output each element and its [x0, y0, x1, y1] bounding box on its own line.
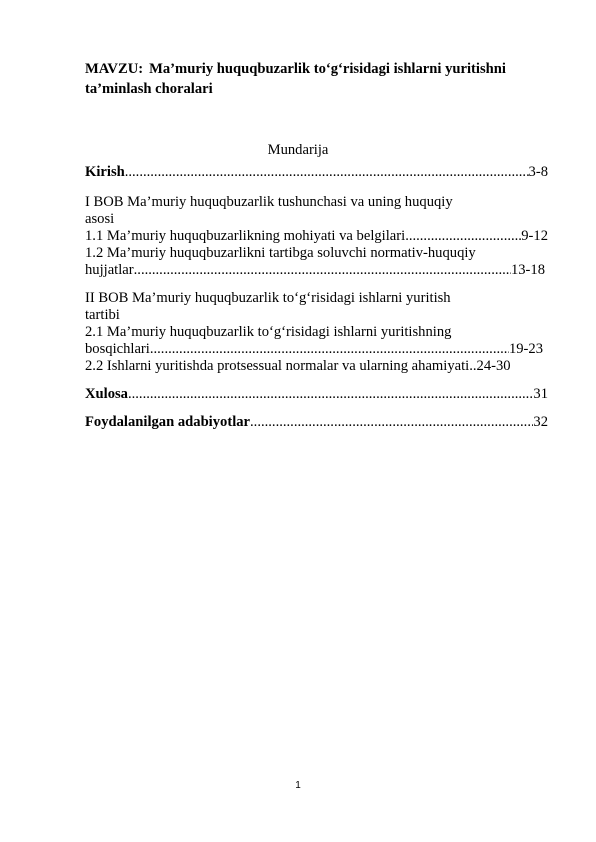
toc-entry-page: 9-12: [521, 228, 548, 244]
leader-dots: [134, 261, 511, 279]
topic-text: Ma’muriy huquqbuzarlik to‘g‘risidagi ishlarni yuritishni ta’minlash choralari: [85, 61, 506, 97]
toc-entry-2-2: [85, 357, 548, 375]
leader-dots: [128, 385, 533, 403]
toc-title: Mundarija: [267, 142, 329, 158]
page-number: 1: [295, 780, 301, 791]
topic-label: MAVZU:: [85, 61, 144, 77]
toc-entry-page: 32: [533, 414, 548, 430]
toc-entry-page: 13-18: [510, 262, 545, 278]
topic-heading: [85, 59, 555, 99]
toc-entry-1-2-cont: [85, 261, 545, 279]
leader-dots: [250, 413, 533, 431]
toc-entry-2-1: 2.1 Ma’muriy huquqbuzarlik to‘g‘risidagi ishlarni yuritishning: [85, 324, 452, 340]
toc-entry-page: 24-30: [476, 358, 511, 374]
toc-entry-1-1: [85, 227, 548, 245]
toc-entry-page: 3-8: [528, 164, 548, 180]
toc-entry-text: Xulosa: [85, 386, 128, 402]
leader-dots: [405, 227, 521, 245]
toc-entry-1-2: 1.2 Ma’muriy huquqbuzarlikni tartibga soluvchi normativ-huquqiy: [85, 245, 476, 261]
toc-chapter-1: I BOB Ma’muriy huquqbuzarlik tushunchasi va uning huquqiy: [85, 194, 453, 210]
toc-entry-kirish: [85, 163, 548, 181]
toc-chapter-2-cont: tartibi: [85, 307, 120, 323]
toc-chapter-2: II BOB Ma’muriy huquqbuzarlik to‘g‘risidagi ishlarni yuritish: [85, 290, 451, 306]
toc-entry-2-1-cont: [85, 340, 543, 358]
toc-entry-page: 31: [533, 386, 548, 402]
toc-chapter-1-cont: asosi: [85, 211, 115, 227]
toc-entry-text: Kirish: [85, 164, 125, 180]
toc-entry-text: 1.1 Ma’muriy huquqbuzarlikning mohiyati va belgilari: [85, 228, 406, 244]
toc-entry-text: 2.2 Ishlarni yuritishda protsessual normalar va ularning ahamiyati..: [85, 358, 477, 374]
toc-entry-xulosa: [85, 385, 548, 403]
toc-entry-page: 19-23: [508, 341, 543, 357]
toc-entry-text: bosqichlari: [85, 341, 150, 357]
leader-dots: [150, 340, 509, 358]
leader-dots: [125, 163, 529, 181]
toc-entry-adabiyotlar: [85, 413, 548, 431]
toc-entry-text: hujjatlar: [85, 262, 134, 278]
toc-entry-text: Foydalanilgan adabiyotlar: [85, 414, 251, 430]
